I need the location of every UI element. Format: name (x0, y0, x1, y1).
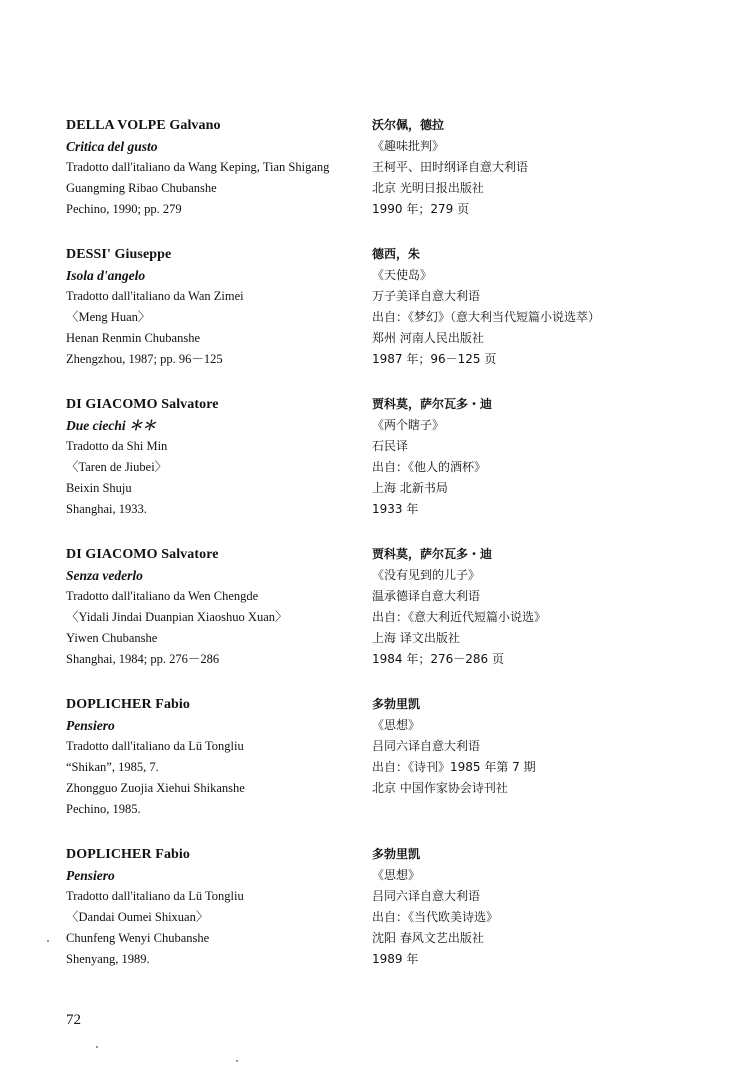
author-name: DOPLICHER Fabio (66, 697, 191, 712)
publisher-line: Zhongguo Zuojia Xiehui Shikanshe (66, 781, 245, 795)
translator-line-zh: 吕同六译自意大利语 (372, 739, 481, 753)
translator-line-zh: 王柯平、田时纲译自意大利语 (372, 160, 529, 174)
work-title: Senza vederlo (66, 568, 143, 583)
publisher-line: Chunfeng Wenyi Chubanshe (66, 931, 210, 945)
place-year-line: Shenyang, 1989. (66, 952, 150, 966)
author-name: DI GIACOMO Salvatore (66, 397, 219, 412)
translator-line: Tradotto dall'italiano da Lü Tongliu (66, 889, 244, 903)
author-name: DELLA VOLPE Galvano (66, 118, 221, 133)
publisher-line-zh: 郑州 河南人民出版社 (372, 331, 484, 345)
author-name-zh: 多勃里凯 (372, 847, 421, 861)
scan-speck (96, 1046, 98, 1048)
chinese-column (372, 694, 742, 799)
italian-column (66, 694, 366, 820)
chinese-column (372, 394, 742, 520)
publisher-line: Henan Renmin Chubanshe (66, 331, 201, 345)
place-year-line: Pechino, 1990; pp. 279 (66, 202, 182, 216)
work-title-zh: 《两个瞎子》 (372, 418, 445, 432)
year-pages-line-zh: 1984 年；276－286 页 (372, 652, 504, 666)
author-name-zh: 德西，朱 (372, 247, 421, 261)
bibliography-entry (0, 544, 750, 664)
work-title-zh: 《思想》 (372, 868, 421, 882)
italian-column (66, 244, 366, 370)
chinese-column (372, 544, 742, 670)
year-pages-line-zh: 1990 年；279 页 (372, 202, 470, 216)
italian-column (66, 394, 366, 520)
author-name: DOPLICHER Fabio (66, 847, 191, 862)
author-name-zh: 贾科莫，萨尔瓦多・迪 (372, 397, 493, 411)
work-title: Pensiero (66, 868, 115, 883)
scan-speck (236, 1060, 238, 1062)
year-pages-line-zh: 1987 年；96－125 页 (372, 352, 497, 366)
bibliography-entry (0, 694, 750, 814)
publisher-line-zh: 北京 中国作家协会诗刊社 (372, 781, 508, 795)
italian-column (66, 115, 366, 220)
bibliography-entry (0, 394, 750, 514)
place-year-line: Shanghai, 1984; pp. 276－286 (66, 652, 220, 666)
publisher-line: Guangming Ribao Chubanshe (66, 181, 217, 195)
publisher-line-zh: 北京 光明日报出版社 (372, 181, 484, 195)
source-line: 〈Yidali Jindai Duanpian Xiaoshuo Xuan〉 (66, 610, 288, 624)
chinese-column (372, 115, 742, 220)
work-title-zh: 《趣味批判》 (372, 139, 445, 153)
translator-line-zh: 石民译 (372, 439, 409, 453)
translator-line: Tradotto da Shi Min (66, 439, 168, 453)
source-line: 〈Taren de Jiubei〉 (66, 460, 168, 474)
work-title-zh: 《没有见到的儿子》 (372, 568, 481, 582)
source-line: 〈Dandai Oumei Shixuan〉 (66, 910, 209, 924)
translator-line: Tradotto dall'italiano da Lü Tongliu (66, 739, 244, 753)
source-line-zh: 出自：《梦幻》（意大利当代短篇小说选萃） (372, 310, 601, 324)
translator-line-zh: 温承德译自意大利语 (372, 589, 481, 603)
work-title: Pensiero (66, 718, 115, 733)
place-year-line: Pechino, 1985. (66, 802, 141, 816)
publisher-line-zh: 上海 译文出版社 (372, 631, 460, 645)
chinese-column (372, 844, 742, 970)
publisher-line-zh: 沈阳 春风文艺出版社 (372, 931, 484, 945)
work-title: Critica del gusto (66, 139, 158, 154)
work-title: Due ciechi ＊＊ (66, 418, 156, 433)
bibliography-entry (0, 244, 750, 364)
source-line: “Shikan”, 1985, 7. (66, 760, 159, 774)
translator-line: Tradotto dall'italiano da Wang Keping, Tian Shigang (66, 160, 330, 174)
publisher-line: Beixin Shuju (66, 481, 132, 495)
year-line-zh: 1989 年 (372, 952, 419, 966)
work-title-zh: 《思想》 (372, 718, 421, 732)
italian-column (66, 844, 366, 970)
work-title: Isola d'angelo (66, 268, 146, 283)
place-year-line: Zhengzhou, 1987; pp. 96－125 (66, 352, 223, 366)
translator-line: Tradotto dall'italiano da Wan Zimei (66, 289, 244, 303)
author-name-zh: 沃尔佩，德拉 (372, 118, 445, 132)
source-line-zh: 出自：《他人的酒杯》 (372, 460, 487, 474)
work-title-zh: 《天使岛》 (372, 268, 433, 282)
translator-line-zh: 万子美译自意大利语 (372, 289, 481, 303)
author-name-zh: 贾科莫，萨尔瓦多・迪 (372, 547, 493, 561)
publisher-line-zh: 上海 北新书局 (372, 481, 448, 495)
page-number: 72 (66, 1012, 81, 1028)
bibliography-entry (0, 844, 750, 964)
author-name: DI GIACOMO Salvatore (66, 547, 219, 562)
chinese-column (372, 244, 742, 370)
publisher-line: Yiwen Chubanshe (66, 631, 158, 645)
place-year-line: Shanghai, 1933. (66, 502, 147, 516)
translator-line: Tradotto dall'italiano da Wen Chengde (66, 589, 259, 603)
source-line-zh: 出自：《意大利近代短篇小说选》 (372, 610, 547, 624)
italian-column (66, 544, 366, 670)
source-line-zh: 出自：《当代欧美诗选》 (372, 910, 499, 924)
scan-speck (47, 940, 49, 942)
author-name-zh: 多勃里凯 (372, 697, 421, 711)
source-line: 〈Meng Huan〉 (66, 310, 151, 324)
bibliography-entry (0, 115, 750, 235)
year-line-zh: 1933 年 (372, 502, 419, 516)
source-line-zh: 出自：《诗刊》1985 年第 7 期 (372, 760, 536, 774)
author-name: DESSI' Giuseppe (66, 247, 172, 262)
translator-line-zh: 吕同六译自意大利语 (372, 889, 481, 903)
